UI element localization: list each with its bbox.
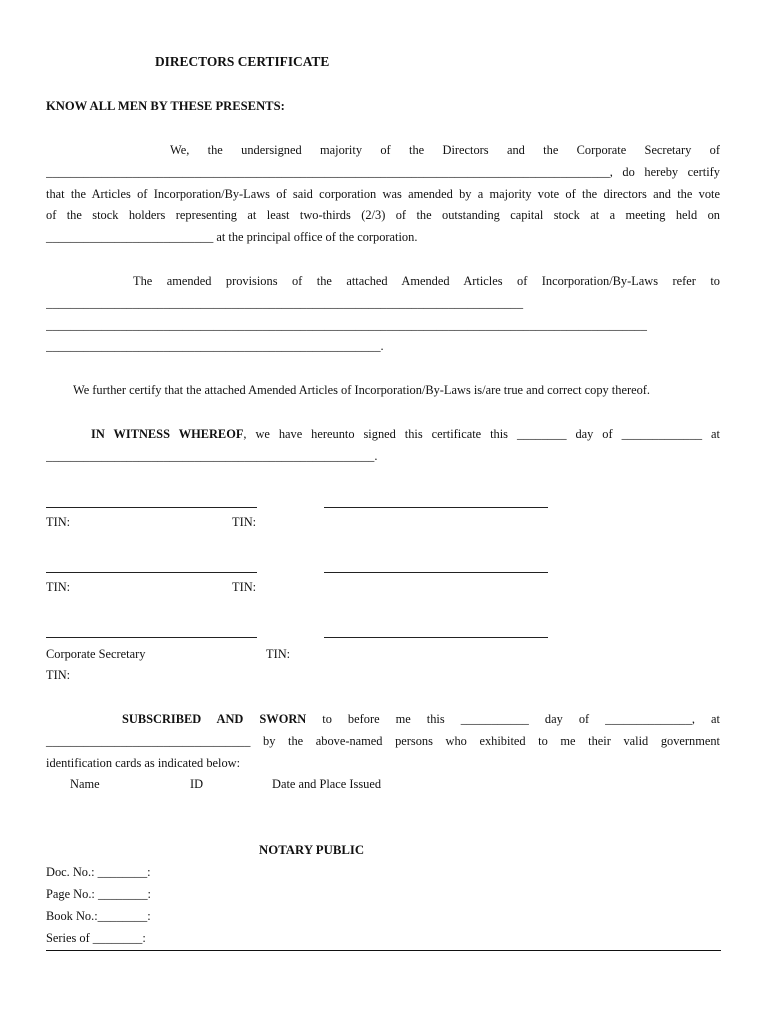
tin-label: TIN: — [232, 580, 257, 594]
further-certify-paragraph: We further certify that the attached Amended Articles of Incorporation/By-Laws is/are true and correct copy thereof. — [73, 383, 650, 397]
tin-label: TIN: — [232, 515, 257, 529]
amended-provisions-paragraph — [46, 271, 720, 358]
page-no: Page No.: ________: — [46, 887, 151, 901]
sworn-line1 — [46, 709, 720, 731]
para1-line5: ___________________________ at the principal office of the corporation. — [46, 230, 418, 245]
witness-line1 — [46, 424, 720, 446]
witness-rest: , we have hereunto signed this certificate this ________ day of _____________ at — [243, 427, 720, 441]
tin-label: TIN: — [46, 580, 71, 594]
sworn-line2: _________________________________ by the above-named persons who exhibited to me their valid government — [46, 733, 720, 748]
signature-line — [324, 507, 548, 508]
witness-bold: IN WITNESS WHEREOF — [91, 427, 244, 441]
bottom-rule — [46, 950, 721, 951]
series-of: Series of ________: — [46, 931, 146, 945]
tin-label: TIN: — [46, 668, 71, 682]
id-column-id: ID — [190, 777, 204, 791]
certification-paragraph — [46, 140, 720, 249]
sworn-paragraph — [46, 709, 720, 774]
tin-label: TIN: — [46, 515, 71, 529]
document-title: DIRECTORS CERTIFICATE — [155, 54, 330, 69]
notary-public-title: NOTARY PUBLIC — [259, 843, 365, 857]
signature-line — [46, 572, 257, 573]
witness-paragraph — [46, 424, 720, 468]
para2-line2: _____________________________________________________________________________ — [46, 295, 524, 310]
know-all-men-heading: KNOW ALL MEN BY THESE PRESENTS: — [46, 99, 285, 113]
signature-line — [46, 507, 257, 508]
corporate-secretary-label: Corporate Secretary — [46, 647, 146, 661]
para2-line4: ______________________________________________________. — [46, 339, 384, 354]
sworn-bold: SUBSCRIBED AND SWORN — [122, 712, 307, 726]
sworn-rest: to before me this ___________ day of ______________, at — [306, 712, 720, 726]
para2-line3: _________________________________________________________________________________________________ — [46, 317, 647, 332]
id-column-name: Name — [70, 777, 100, 791]
sworn-line3: identification cards as indicated below: — [46, 755, 241, 770]
para1-line1: We, the undersigned majority of the Directors and the Corporate Secretary of — [170, 143, 720, 157]
book-no: Book No.:________: — [46, 909, 151, 923]
id-column-date-place: Date and Place Issued — [272, 777, 382, 791]
witness-line2: _____________________________________________________. — [46, 448, 378, 463]
para2-line1: The amended provisions of the attached Amended Articles of Incorporation/By-Laws refer to — [133, 274, 720, 288]
signature-line — [46, 637, 257, 638]
para1-line3: that the Articles of Incorporation/By-Laws of said corporation was amended by a majority vote of the directors and the vote — [46, 186, 720, 201]
signature-line — [324, 572, 548, 573]
signature-line — [324, 637, 548, 638]
tin-label: TIN: — [266, 647, 291, 661]
doc-no: Doc. No.: ________: — [46, 865, 151, 879]
para1-line4: of the stock holders representing at least two-thirds (2/3) of the outstanding capital stock at a meeting held on — [46, 208, 720, 223]
para1-line2: ___________________________________________________________________________________________, do hereby certify — [46, 164, 720, 179]
